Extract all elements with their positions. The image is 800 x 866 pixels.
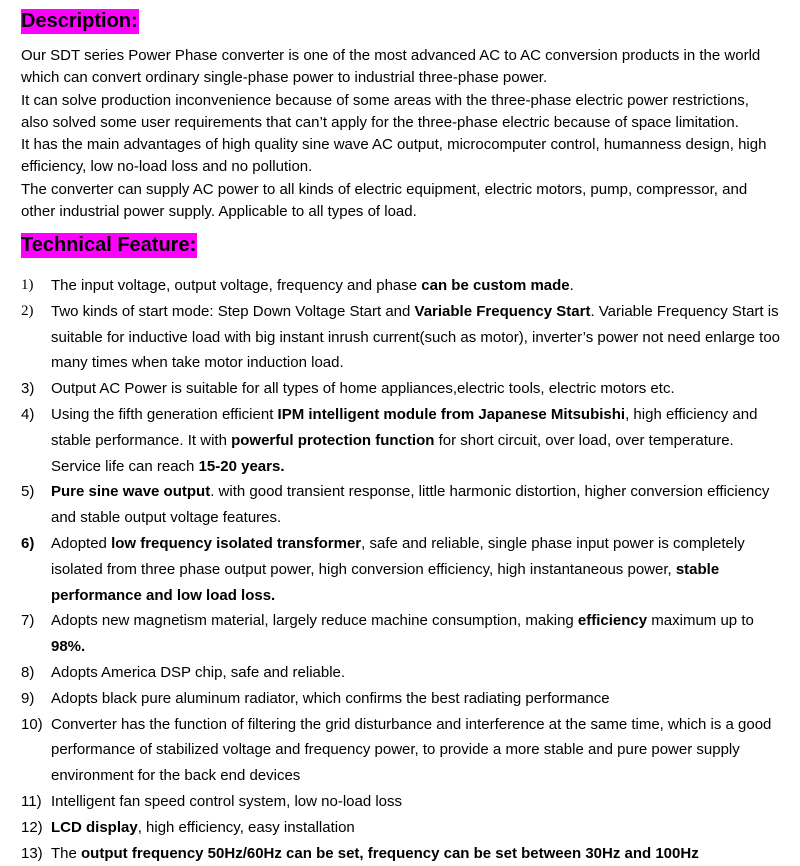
feature-text: , high efficiency, easy installation bbox=[137, 818, 355, 836]
feature-number: 1) bbox=[21, 277, 34, 293]
feature-emphasis: 98%. bbox=[51, 638, 86, 656]
feature-item bbox=[0, 789, 781, 815]
feature-item bbox=[0, 608, 781, 660]
feature-emphasis: can be custom made bbox=[421, 277, 570, 294]
feature-emphasis: efficiency bbox=[577, 612, 648, 630]
description-line: It can solve production inconvenience because of some areas with the three-phase electric power restrictions, bbox=[21, 91, 749, 109]
feature-item bbox=[0, 660, 781, 686]
feature-number: 2) bbox=[21, 302, 34, 319]
feature-number: 9) bbox=[21, 689, 35, 707]
feature-item bbox=[0, 841, 781, 866]
feature-item bbox=[0, 712, 781, 789]
feature-item bbox=[0, 686, 781, 712]
feature-emphasis: powerful protection function bbox=[231, 431, 435, 449]
feature-text: for short circuit, over load, over temperature. Service life can reach bbox=[51, 431, 734, 475]
feature-emphasis: low frequency isolated transformer bbox=[111, 534, 362, 552]
feature-number: 3) bbox=[21, 380, 35, 398]
description-line: It has the main advantages of high quality sine wave AC output, microcomputer control, humanness design, high bbox=[21, 136, 767, 154]
description-line: also solved some user requirements that can’t apply for the three-phase electric because of space limitation. bbox=[21, 113, 739, 131]
feature-number: 10) bbox=[21, 715, 43, 733]
feature-text: Converter has the function of filtering the grid disturbance and interference at the same time, which is a good performance of stabilized voltage and frequency power, to provide a more stable and pure power supply environment for the back end devices bbox=[51, 715, 772, 785]
feature-item bbox=[0, 531, 781, 608]
feature-text: Intelligent fan speed control system, low no-load loss bbox=[51, 792, 403, 810]
feature-emphasis: Variable Frequency Start bbox=[414, 302, 591, 320]
feature-item bbox=[0, 376, 781, 402]
feature-text: Adopts America DSP chip, safe and reliable. bbox=[51, 663, 346, 681]
feature-number: 6) bbox=[21, 534, 35, 552]
description-body bbox=[21, 45, 791, 223]
feature-text: . bbox=[569, 277, 574, 294]
feature-item bbox=[0, 402, 781, 479]
feature-number: 12) bbox=[21, 818, 43, 836]
feature-number: 7) bbox=[21, 612, 35, 630]
feature-emphasis: LCD display bbox=[51, 818, 138, 836]
description-line: efficiency, low no-load loss and no pollution. bbox=[21, 158, 313, 176]
feature-text: Two kinds of start mode: Step Down Voltage Start and bbox=[51, 302, 415, 320]
feature-number: 4) bbox=[21, 405, 35, 423]
description-line: The converter can supply AC power to all kinds of electric equipment, electric motors, pump, compressor, and bbox=[21, 180, 748, 198]
feature-text: Adopts black pure aluminum radiator, which confirms the best radiating performance bbox=[51, 689, 610, 707]
feature-number: 11) bbox=[21, 792, 42, 810]
feature-number: 13) bbox=[21, 844, 43, 862]
feature-text: Adopted bbox=[51, 534, 112, 552]
feature-number: 5) bbox=[21, 483, 35, 501]
feature-emphasis: IPM intelligent module from Japanese Mitsubishi bbox=[277, 405, 626, 423]
feature-list bbox=[0, 273, 800, 866]
feature-item bbox=[0, 479, 781, 531]
technical-feature-heading: Technical Feature: bbox=[21, 234, 197, 256]
feature-text: Adopts new magnetism material, largely reduce machine consumption, making bbox=[51, 612, 578, 630]
feature-text: , safe and reliable, single phase input power is completely isolated from three phase output power, high conversion efficiency, high instantaneous power, bbox=[51, 534, 745, 578]
feature-text: Output AC Power is suitable for all types of home appliances,electric tools, electric motors etc. bbox=[51, 380, 675, 398]
feature-emphasis: 15-20 years. bbox=[198, 457, 285, 475]
feature-text: Using the fifth generation efficient bbox=[51, 405, 278, 423]
feature-text: maximum up to bbox=[647, 612, 754, 630]
description-heading: Description: bbox=[21, 10, 138, 32]
feature-text: , high efficiency and stable performance. It with bbox=[51, 405, 758, 449]
description-line: which can convert ordinary single-phase power to industrial three-phase power. bbox=[21, 69, 548, 87]
feature-emphasis: output frequency 50Hz/60Hz can be set, frequency can be set between 30Hz and 100Hz bbox=[81, 844, 699, 862]
feature-text: The input voltage, output voltage, frequency and phase bbox=[51, 277, 422, 294]
feature-emphasis: Pure sine wave output bbox=[51, 483, 211, 501]
feature-text: The bbox=[51, 844, 82, 862]
description-line: Our SDT series Power Phase converter is one of the most advanced AC to AC conversion products in the world bbox=[21, 47, 761, 64]
feature-text: . with good transient response, little harmonic distortion, higher conversion efficiency and stable output voltage features. bbox=[51, 483, 770, 527]
description-line: other industrial power supply. Applicable to all types of load. bbox=[21, 203, 417, 221]
feature-number: 8) bbox=[21, 663, 35, 681]
feature-item bbox=[0, 815, 781, 841]
feature-item bbox=[0, 273, 781, 299]
feature-text: . Variable Frequency Start is suitable for inductive load with big instant inrush current(such as motor), inverter’s power not need enlarge too many times when take motor induction load. bbox=[51, 302, 781, 372]
feature-emphasis: stable performance and low load loss. bbox=[51, 560, 720, 604]
feature-item bbox=[0, 299, 781, 376]
